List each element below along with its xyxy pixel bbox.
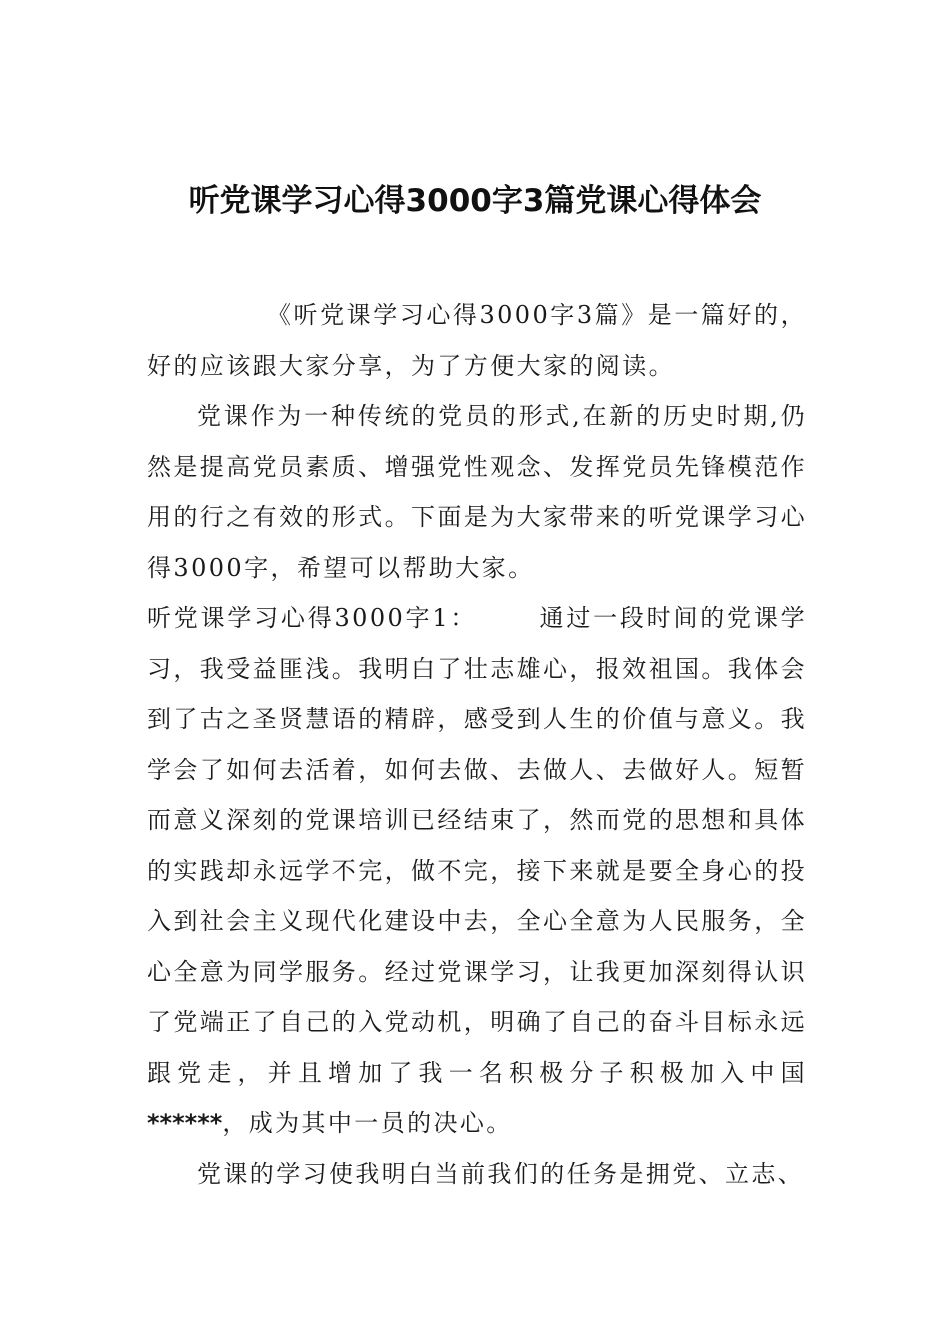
masked-text: ****** — [147, 1109, 223, 1137]
section-1-body-end: ，成为其中一员的决心。 — [222, 1109, 513, 1137]
section-1-body: 通过一段时间的党课学习，我受益匪浅。我明白了壮志雄心，报效祖国。我体会到了古之圣贤慧语的精辟，感受到人生的价值与意义。我学会了如何去活着，如何去做、去做人、去做好人。短暂而意义深刻的党课培训已经结束了，然而党的思想和具体的实践却永远学不完，做不完，接下来就是要全身心的投入到社会主义现代化建设中去，全心全意为人民服务，全心全意为同学服务。经过党课学习，让我更加深刻得认识了党端正了自己的入党动机，明确了自己的奋斗目标永远跟党走，并且增加了我一名积极分子积极加入中国 — [147, 604, 808, 1087]
document-title: 听党课学习心得3000字3篇党课心得体会 — [188, 182, 762, 219]
preface-paragraph: 党课作为一种传统的党员的形式,在新的历史时期,仍然是提高党员素质、增强党性观念、发挥党员先锋模范作用的行之有效的形式。下面是为大家带来的听党课学习心得3000字，希望可以帮助大家。 — [147, 402, 807, 582]
intro-paragraph: 《听党课学习心得3000字3篇》是一篇好的，好的应该跟大家分享，为了方便大家的阅读。 — [147, 301, 807, 380]
section-1-paragraph — [147, 593, 807, 1149]
section-1-heading: 听党课学习心得3000字1： — [147, 604, 478, 632]
document-body — [147, 290, 807, 1199]
closing-paragraph: 党课的学习使我明白当前我们的任务是拥党、立志、 — [197, 1159, 805, 1188]
